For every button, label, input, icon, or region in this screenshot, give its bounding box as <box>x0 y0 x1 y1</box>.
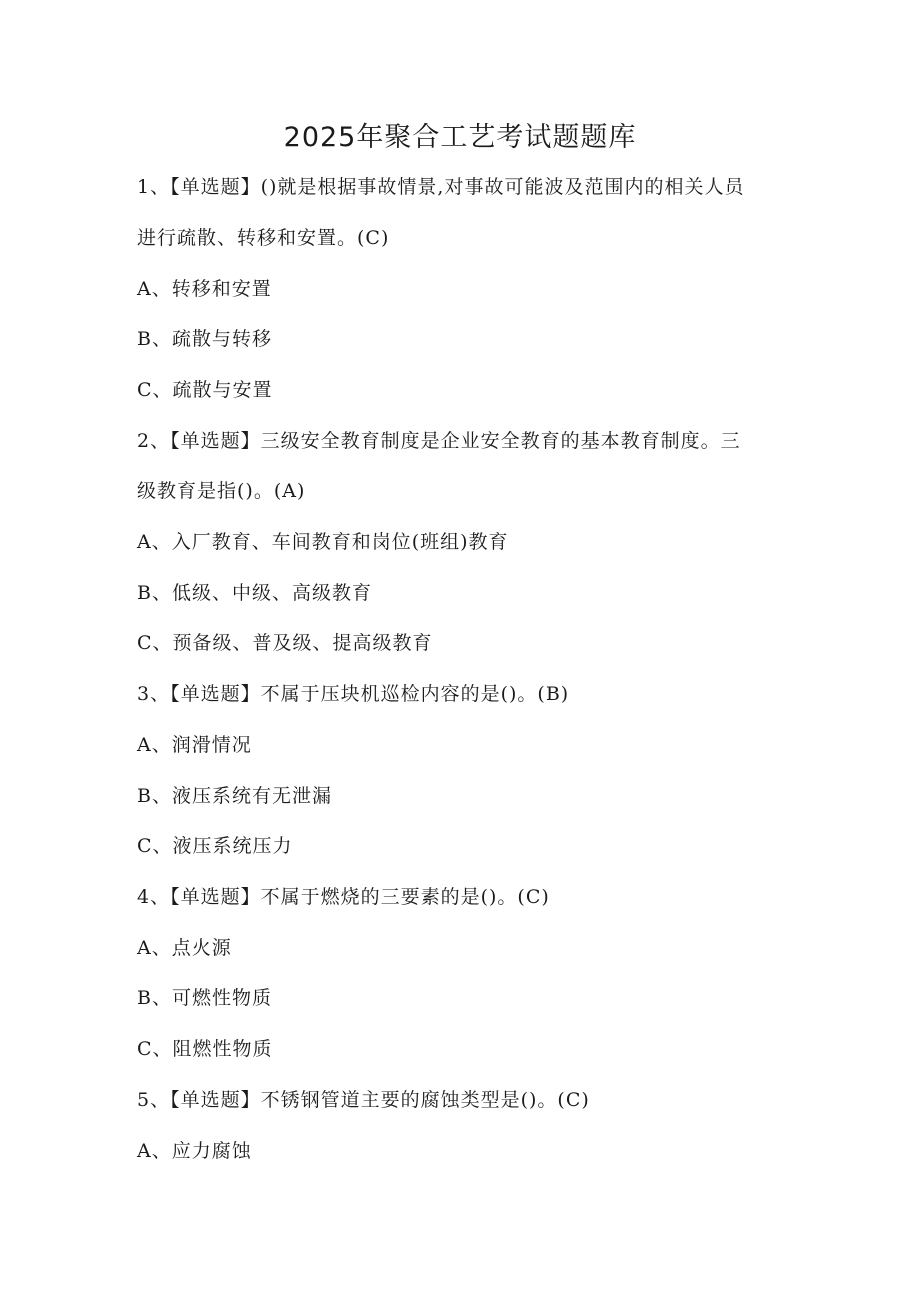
question-3-option-a: A、润滑情况 <box>137 734 252 756</box>
question-3-option-b: B、液压系统有无泄漏 <box>137 785 332 807</box>
question-2-option-c: C、预备级、普及级、提高级教育 <box>137 632 433 654</box>
question-4-option-b: B、可燃性物质 <box>137 987 272 1009</box>
question-3-stem: 3、【单选题】不属于压块机巡检内容的是()。(B) <box>137 683 570 705</box>
question-2-option-a: A、入厂教育、车间教育和岗位(班组)教育 <box>137 531 509 553</box>
question-1-stem-line-2: 进行疏散、转移和安置。(C) <box>137 227 390 249</box>
document-title: 2025年聚合工艺考试题题库 <box>283 122 637 153</box>
question-4-option-c: C、阻燃性物质 <box>137 1038 273 1060</box>
question-3-option-c: C、液压系统压力 <box>137 835 293 857</box>
question-2-stem-line-2: 级教育是指()。(A) <box>137 480 306 502</box>
question-1-stem-line-1: 1、【单选题】()就是根据事故情景,对事故可能波及范围内的相关人员 <box>137 176 745 198</box>
question-4-stem: 4、【单选题】不属于燃烧的三要素的是()。(C) <box>137 886 550 908</box>
question-1-option-b: B、疏散与转移 <box>137 328 272 350</box>
question-1-option-a: A、转移和安置 <box>137 278 272 300</box>
question-5-stem: 5、【单选题】不锈钢管道主要的腐蚀类型是()。(C) <box>137 1089 590 1111</box>
question-4-option-a: A、点火源 <box>137 937 232 959</box>
question-2-option-b: B、低级、中级、高级教育 <box>137 582 372 604</box>
question-2-stem-line-1: 2、【单选题】三级安全教育制度是企业安全教育的基本教育制度。三 <box>137 430 741 452</box>
question-5-option-a: A、应力腐蚀 <box>137 1140 252 1162</box>
question-1-option-c: C、疏散与安置 <box>137 379 273 401</box>
